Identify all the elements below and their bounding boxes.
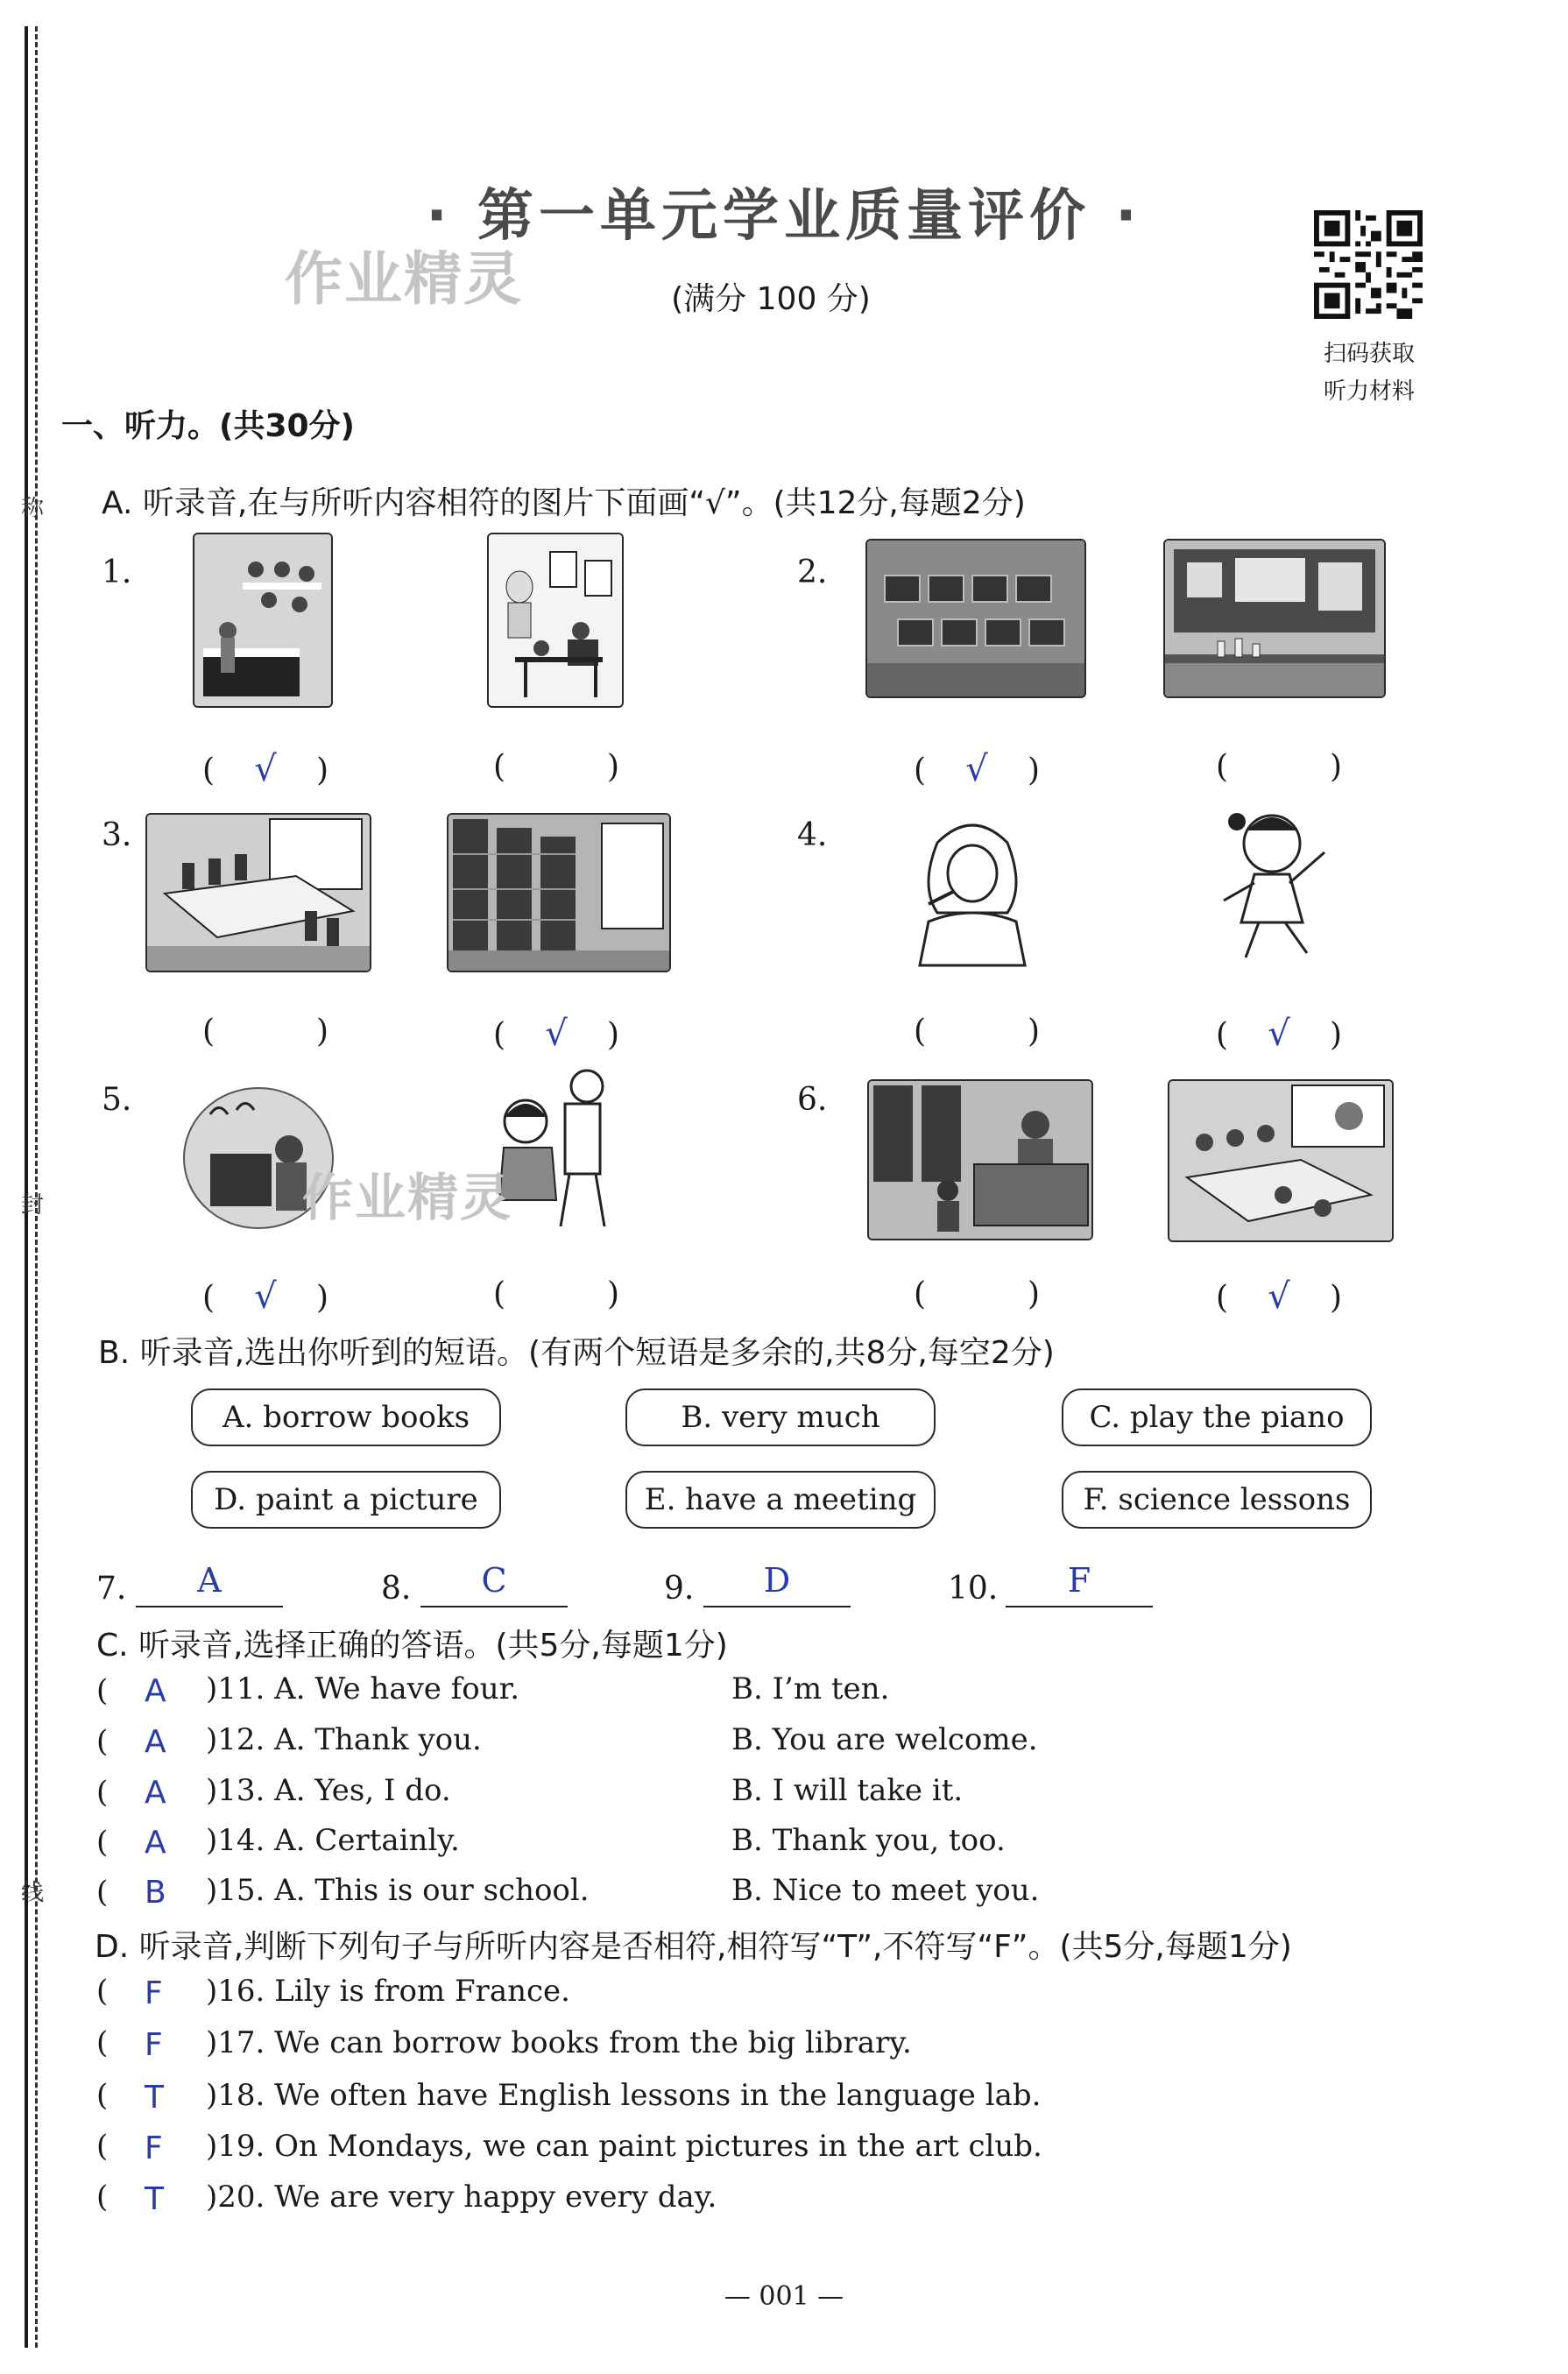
qr-code[interactable]: [1314, 210, 1423, 319]
question-text: )13. A. Yes, I do.: [206, 1773, 451, 1808]
answer-paren: ( √ ): [1215, 1014, 1343, 1054]
question-number: 1.: [102, 555, 132, 590]
tf-row: (: [96, 2129, 109, 2164]
class-meeting-picture: [1168, 1079, 1394, 1242]
answer-paren: ( ): [492, 1276, 620, 1312]
answer-paren: ( √ ): [1215, 1276, 1343, 1317]
watermark: 作业精灵: [302, 1168, 513, 1227]
page-number: — 001 —: [724, 2281, 844, 2312]
answer-mark: √: [1268, 1014, 1290, 1054]
answer-paren: ( ): [913, 1276, 1041, 1312]
tf-row: (: [96, 1974, 109, 2009]
answer-text: F: [145, 2027, 163, 2063]
tf-row: (: [96, 2025, 109, 2060]
question-number: 7.: [96, 1571, 127, 1607]
phrase-option: C. play the piano: [1062, 1388, 1372, 1446]
statement-text: )16. Lily is from France.: [206, 1974, 570, 2009]
music-class-picture: [193, 533, 333, 708]
library-shelves-picture: [447, 813, 671, 972]
full-score-note: (满分 100 分): [671, 281, 871, 317]
statement-text: )18. We often have English lessons in the language lab.: [206, 2078, 1042, 2113]
mcq-row: (: [96, 1875, 109, 1910]
question-number: 9.: [664, 1571, 695, 1607]
question-number: 8.: [381, 1571, 412, 1607]
answer-text: B: [145, 1875, 166, 1911]
question-number: 3.: [102, 817, 132, 853]
option-b: B. You are welcome.: [731, 1722, 1038, 1757]
tf-row: (: [96, 2180, 109, 2215]
option-b: B. I’m ten.: [731, 1671, 890, 1706]
answer-mark: √: [254, 749, 277, 789]
page-title: · 第一单元学业质量评价 ·: [426, 184, 1142, 249]
girl-dancing-picture: [1202, 804, 1351, 969]
answer-paren: ( √ ): [201, 749, 329, 789]
part-d-heading: D. 听录音,判断下列句子与所听内容是否相符,相符写“T”,不符写“F”。(共5分,每题1分): [95, 1929, 1292, 1965]
art-room-picture: [487, 533, 624, 708]
phrase-option: D. paint a picture: [191, 1471, 501, 1529]
part-c-heading: C. 听录音,选择正确的答语。(共5分,每题1分): [96, 1628, 728, 1664]
question-text: )15. A. This is our school.: [206, 1873, 590, 1908]
meeting-room-picture: [145, 813, 371, 972]
phrase-option: B. very much: [625, 1388, 936, 1446]
mcq-row: (: [96, 1775, 109, 1810]
answer-paren: ( ): [492, 749, 620, 785]
answer-text: D: [763, 1561, 791, 1600]
answer-paren: ( ): [201, 1014, 329, 1049]
option-b: B. Thank you, too.: [731, 1823, 1006, 1858]
answer-text: F: [1067, 1561, 1091, 1600]
answer-text: T: [145, 2181, 164, 2217]
statement-text: )20. We are very happy every day.: [206, 2180, 717, 2215]
phrase-option: A. borrow books: [191, 1388, 501, 1446]
question-number: 10.: [948, 1571, 999, 1607]
answer-mark: √: [545, 1014, 568, 1054]
question-text: )14. A. Certainly.: [206, 1823, 460, 1858]
part-a-heading: A. 听录音,在与所听内容相符的图片下面画“√”。(共12分,每题2分): [102, 485, 1026, 521]
mcq-row: (: [96, 1673, 109, 1708]
answer-text: F: [145, 2130, 163, 2166]
answer-text: A: [145, 1673, 166, 1709]
answer-text: F: [145, 1975, 163, 2011]
section-heading: 一、听力。(共30分): [61, 408, 356, 444]
answer-text: A: [145, 1775, 166, 1811]
mcq-row: (: [96, 1724, 109, 1759]
tf-row: (: [96, 2078, 109, 2113]
watermark: 作业精灵: [285, 245, 523, 313]
answer-text: A: [145, 1724, 166, 1760]
lockers-picture: [865, 539, 1086, 698]
answer-text: A: [197, 1561, 222, 1600]
binding-char: 称: [21, 496, 45, 522]
question-number: 5.: [102, 1082, 132, 1118]
phrase-option: F. science lessons: [1062, 1471, 1372, 1529]
qr-caption: 听力材料: [1323, 378, 1415, 405]
qr-caption: 扫码获取: [1323, 341, 1415, 367]
binding-char: 线: [21, 1880, 45, 1906]
answer-paren: ( ): [913, 1014, 1041, 1049]
binding-char: 封: [21, 1192, 45, 1219]
science-lab-picture: [1163, 539, 1386, 698]
question-text: )12. A. Thank you.: [206, 1722, 482, 1757]
answer-text: C: [481, 1561, 507, 1600]
answer-paren: ( √ ): [913, 749, 1041, 789]
statement-text: )19. On Mondays, we can paint pictures in the art club.: [206, 2129, 1042, 2164]
answer-paren: ( √ ): [492, 1014, 620, 1054]
answer-paren: ( ): [1215, 749, 1343, 785]
answer-mark: √: [254, 1276, 277, 1317]
answer-mark: √: [1268, 1276, 1290, 1317]
phrase-option: E. have a meeting: [625, 1471, 936, 1529]
mcq-row: (: [96, 1825, 109, 1860]
girl-singing-picture: [902, 808, 1041, 970]
answer-paren: ( √ ): [201, 1276, 329, 1317]
part-b-heading: B. 听录音,选出你听到的短语。(有两个短语是多余的,共8分,每空2分): [98, 1335, 1055, 1371]
answer-text: T: [145, 2080, 164, 2116]
library-desk-picture: [867, 1079, 1093, 1240]
question-number: 2.: [797, 555, 828, 590]
question-number: 6.: [797, 1082, 828, 1118]
answer-text: A: [145, 1825, 166, 1861]
option-b: B. I will take it.: [731, 1773, 964, 1808]
option-b: B. Nice to meet you.: [731, 1873, 1040, 1908]
statement-text: )17. We can borrow books from the big library.: [206, 2025, 912, 2060]
question-number: 4.: [797, 817, 828, 853]
answer-mark: √: [965, 749, 988, 789]
question-text: )11. A. We have four.: [206, 1671, 519, 1706]
